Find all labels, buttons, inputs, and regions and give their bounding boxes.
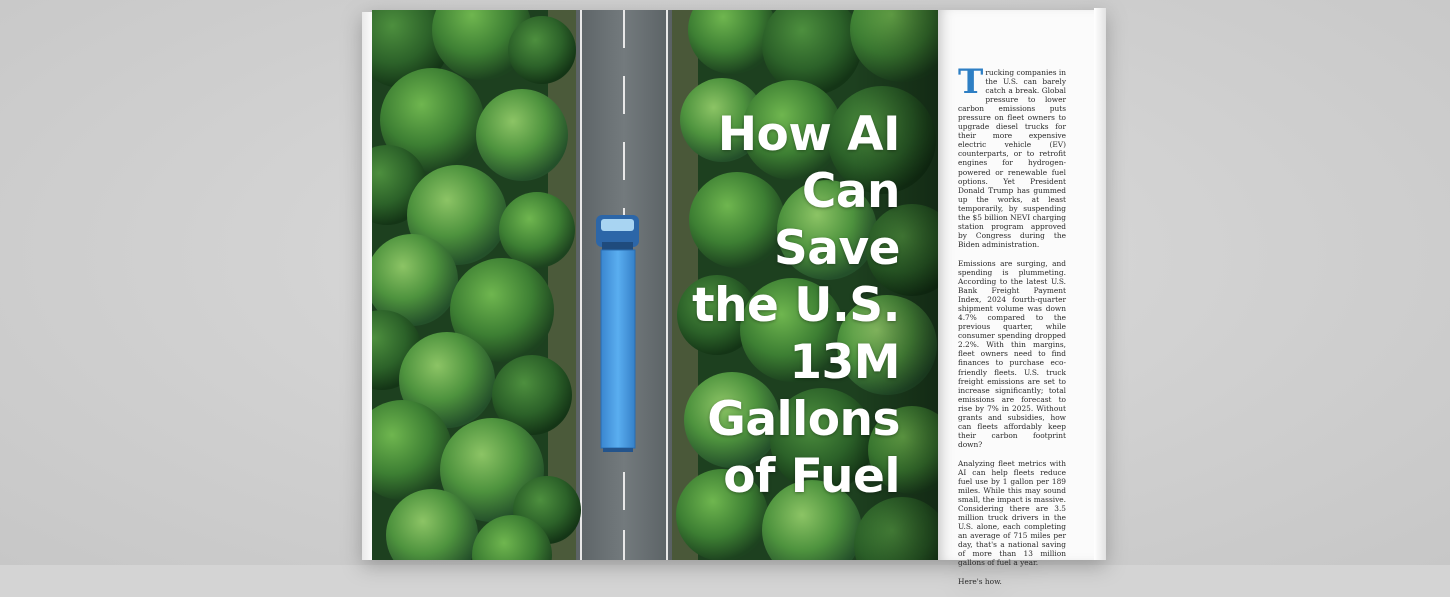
right-page-edge [1094,8,1106,560]
magazine-spread [362,8,1106,587]
article-paragraph: Trucking companies in the U.S. can barely catch a break. Global pressure to lower carbon emissions puts pressure on fleet owners to upgrade diesel trucks for their more expensive electric vehicle (EV) counterparts, or to retrofit engines for hydrogen-powered or renewable fuel options. Yet President Donald Trump has gummed up the works, at least temporarily, by suspending the $5 billion NEVI charging station program approved by Congress during the Biden administration. [958,62,1066,249]
headline-line: How AI [717,107,900,162]
headline-line: 13M [789,335,900,390]
headline-line: of Fuel [723,449,900,504]
headline-line: Save [773,221,900,276]
headline [660,106,900,505]
drop-cap: T [958,62,984,102]
article-page [938,10,1094,587]
article-paragraph: Emissions are surging, and spending is plummeting. According to the latest U.S. Bank Freight Payment Index, 2024 fourth-quarter shipment volume was down 4.7% compared to the previous quarter, while consumer spending dropped 2.2%. With thin margins, fleet owners need to find finances to purchase eco-friendly fleets. U.S. truck freight emissions are set to increase significantly; total emissions are forecast to rise by 7% in 2025. Without grants and subsidies, how can fleets affordably keep their carbon footprint down? [958,258,1066,449]
headline-line: Gallons [707,392,900,447]
aerial-road-photo [372,10,938,560]
headline-line: the U.S. [692,278,900,333]
article-paragraph: Analyzing fleet metrics with AI can help fleets reduce fuel use by 1 gallon per 189 miles. While this may sound small, the impact is massive. Considering there are 3.5 million truck drivers in the U.S. alone, each completing an average of 715 miles per day, that's a national saving of more than 13 million gallons of fuel a year. [958,458,1066,568]
headline-line: Can [801,164,900,219]
article-body [958,62,1066,597]
article-paragraph: Here's how. [958,577,1002,587]
